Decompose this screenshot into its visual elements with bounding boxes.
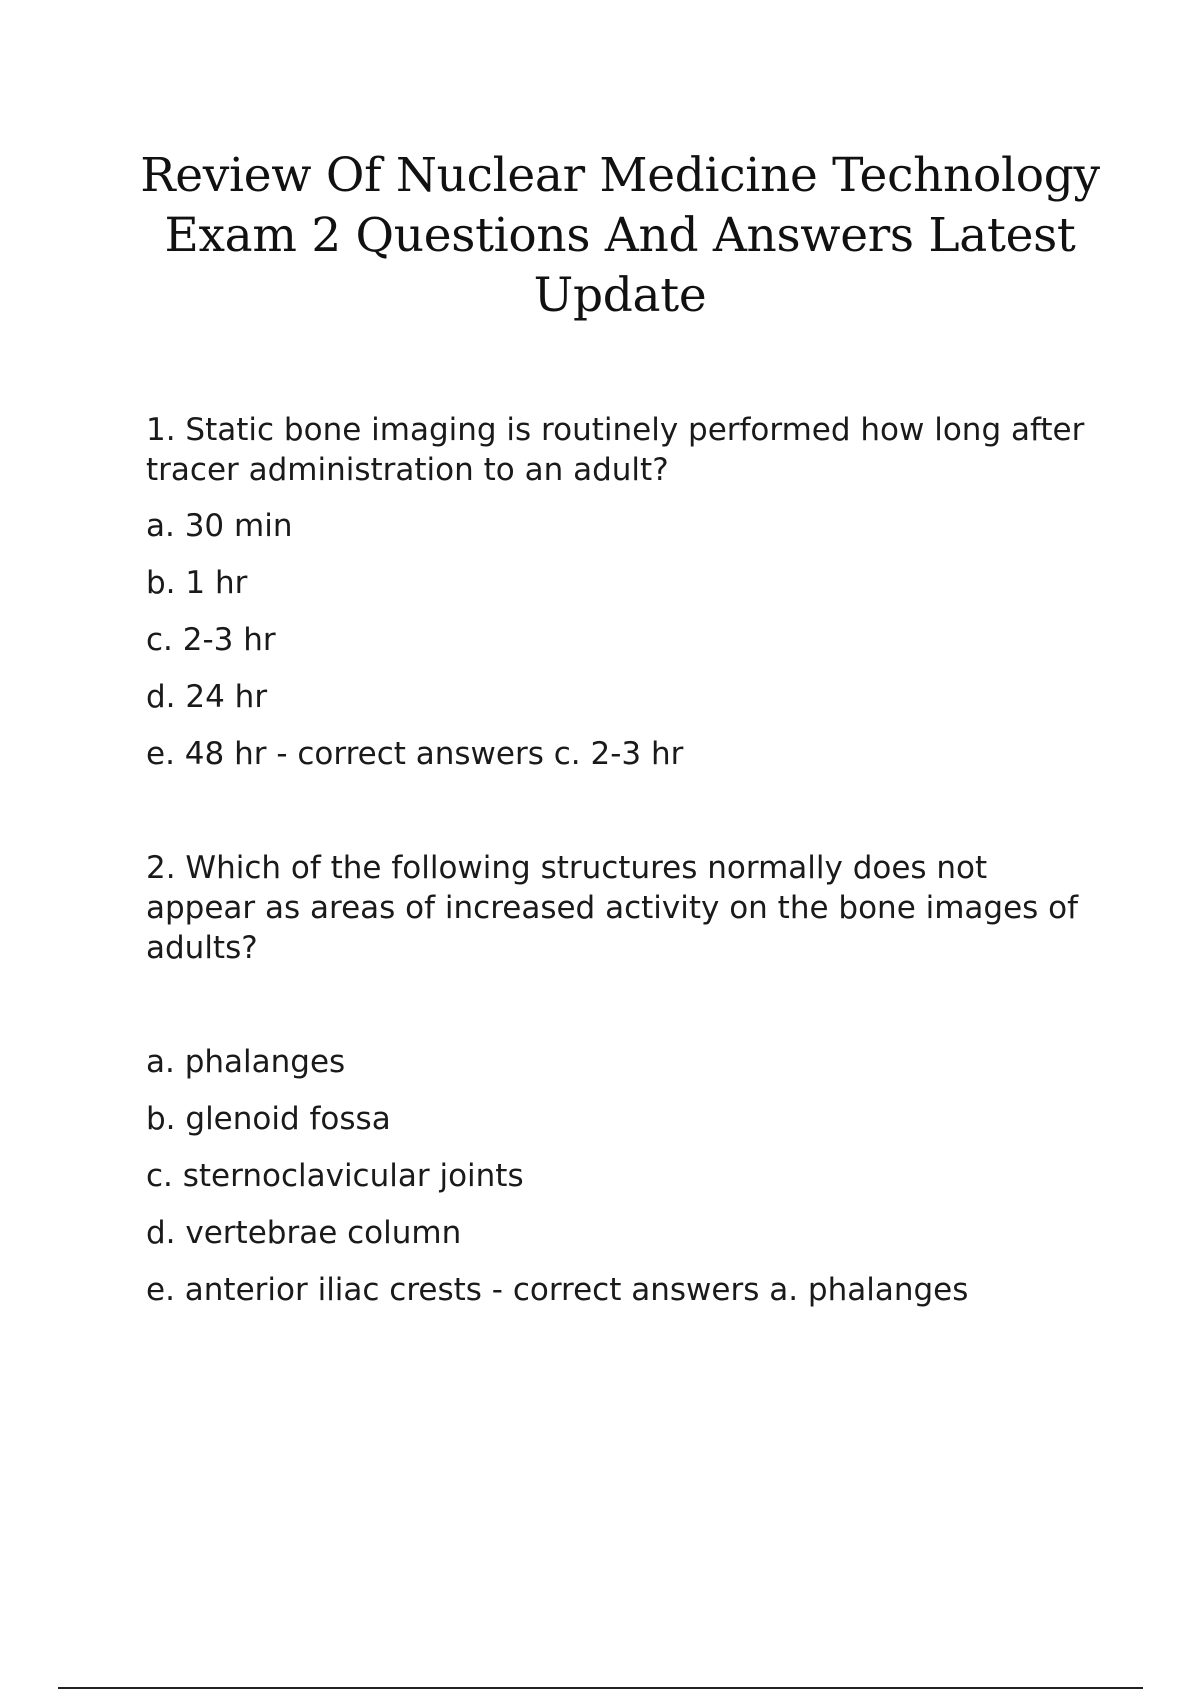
question-2-option-c: c. sternoclavicular joints bbox=[146, 1158, 524, 1194]
footer-divider bbox=[58, 1687, 1143, 1689]
question-2-prompt: 2. Which of the following structures normally does not appear as areas of increased activity on the bone images of adults? bbox=[146, 850, 1079, 966]
document-title bbox=[140, 146, 1100, 326]
question-2-option-a: a. phalanges bbox=[146, 1044, 346, 1080]
question-2-option-b: b. glenoid fossa bbox=[146, 1101, 391, 1137]
question-2-option-e: e. anterior iliac crests - correct answers a. phalanges bbox=[146, 1272, 969, 1308]
question-1-option-b: b. 1 hr bbox=[146, 565, 248, 601]
title-line: Update bbox=[533, 268, 707, 323]
question-2-option-d: d. vertebrae column bbox=[146, 1215, 462, 1251]
question-1-option-a: a. 30 min bbox=[146, 508, 293, 544]
question-1-option-c: c. 2-3 hr bbox=[146, 622, 276, 658]
question-1-option-e: e. 48 hr - correct answers c. 2-3 hr bbox=[146, 736, 684, 772]
question-1-prompt: 1. Static bone imaging is routinely performed how long after tracer administration to an adult? bbox=[146, 412, 1085, 488]
title-line: Exam 2 Questions And Answers Latest bbox=[164, 208, 1076, 263]
title-line: Review Of Nuclear Medicine Technology bbox=[140, 148, 1100, 203]
question-1-option-d: d. 24 hr bbox=[146, 679, 268, 715]
